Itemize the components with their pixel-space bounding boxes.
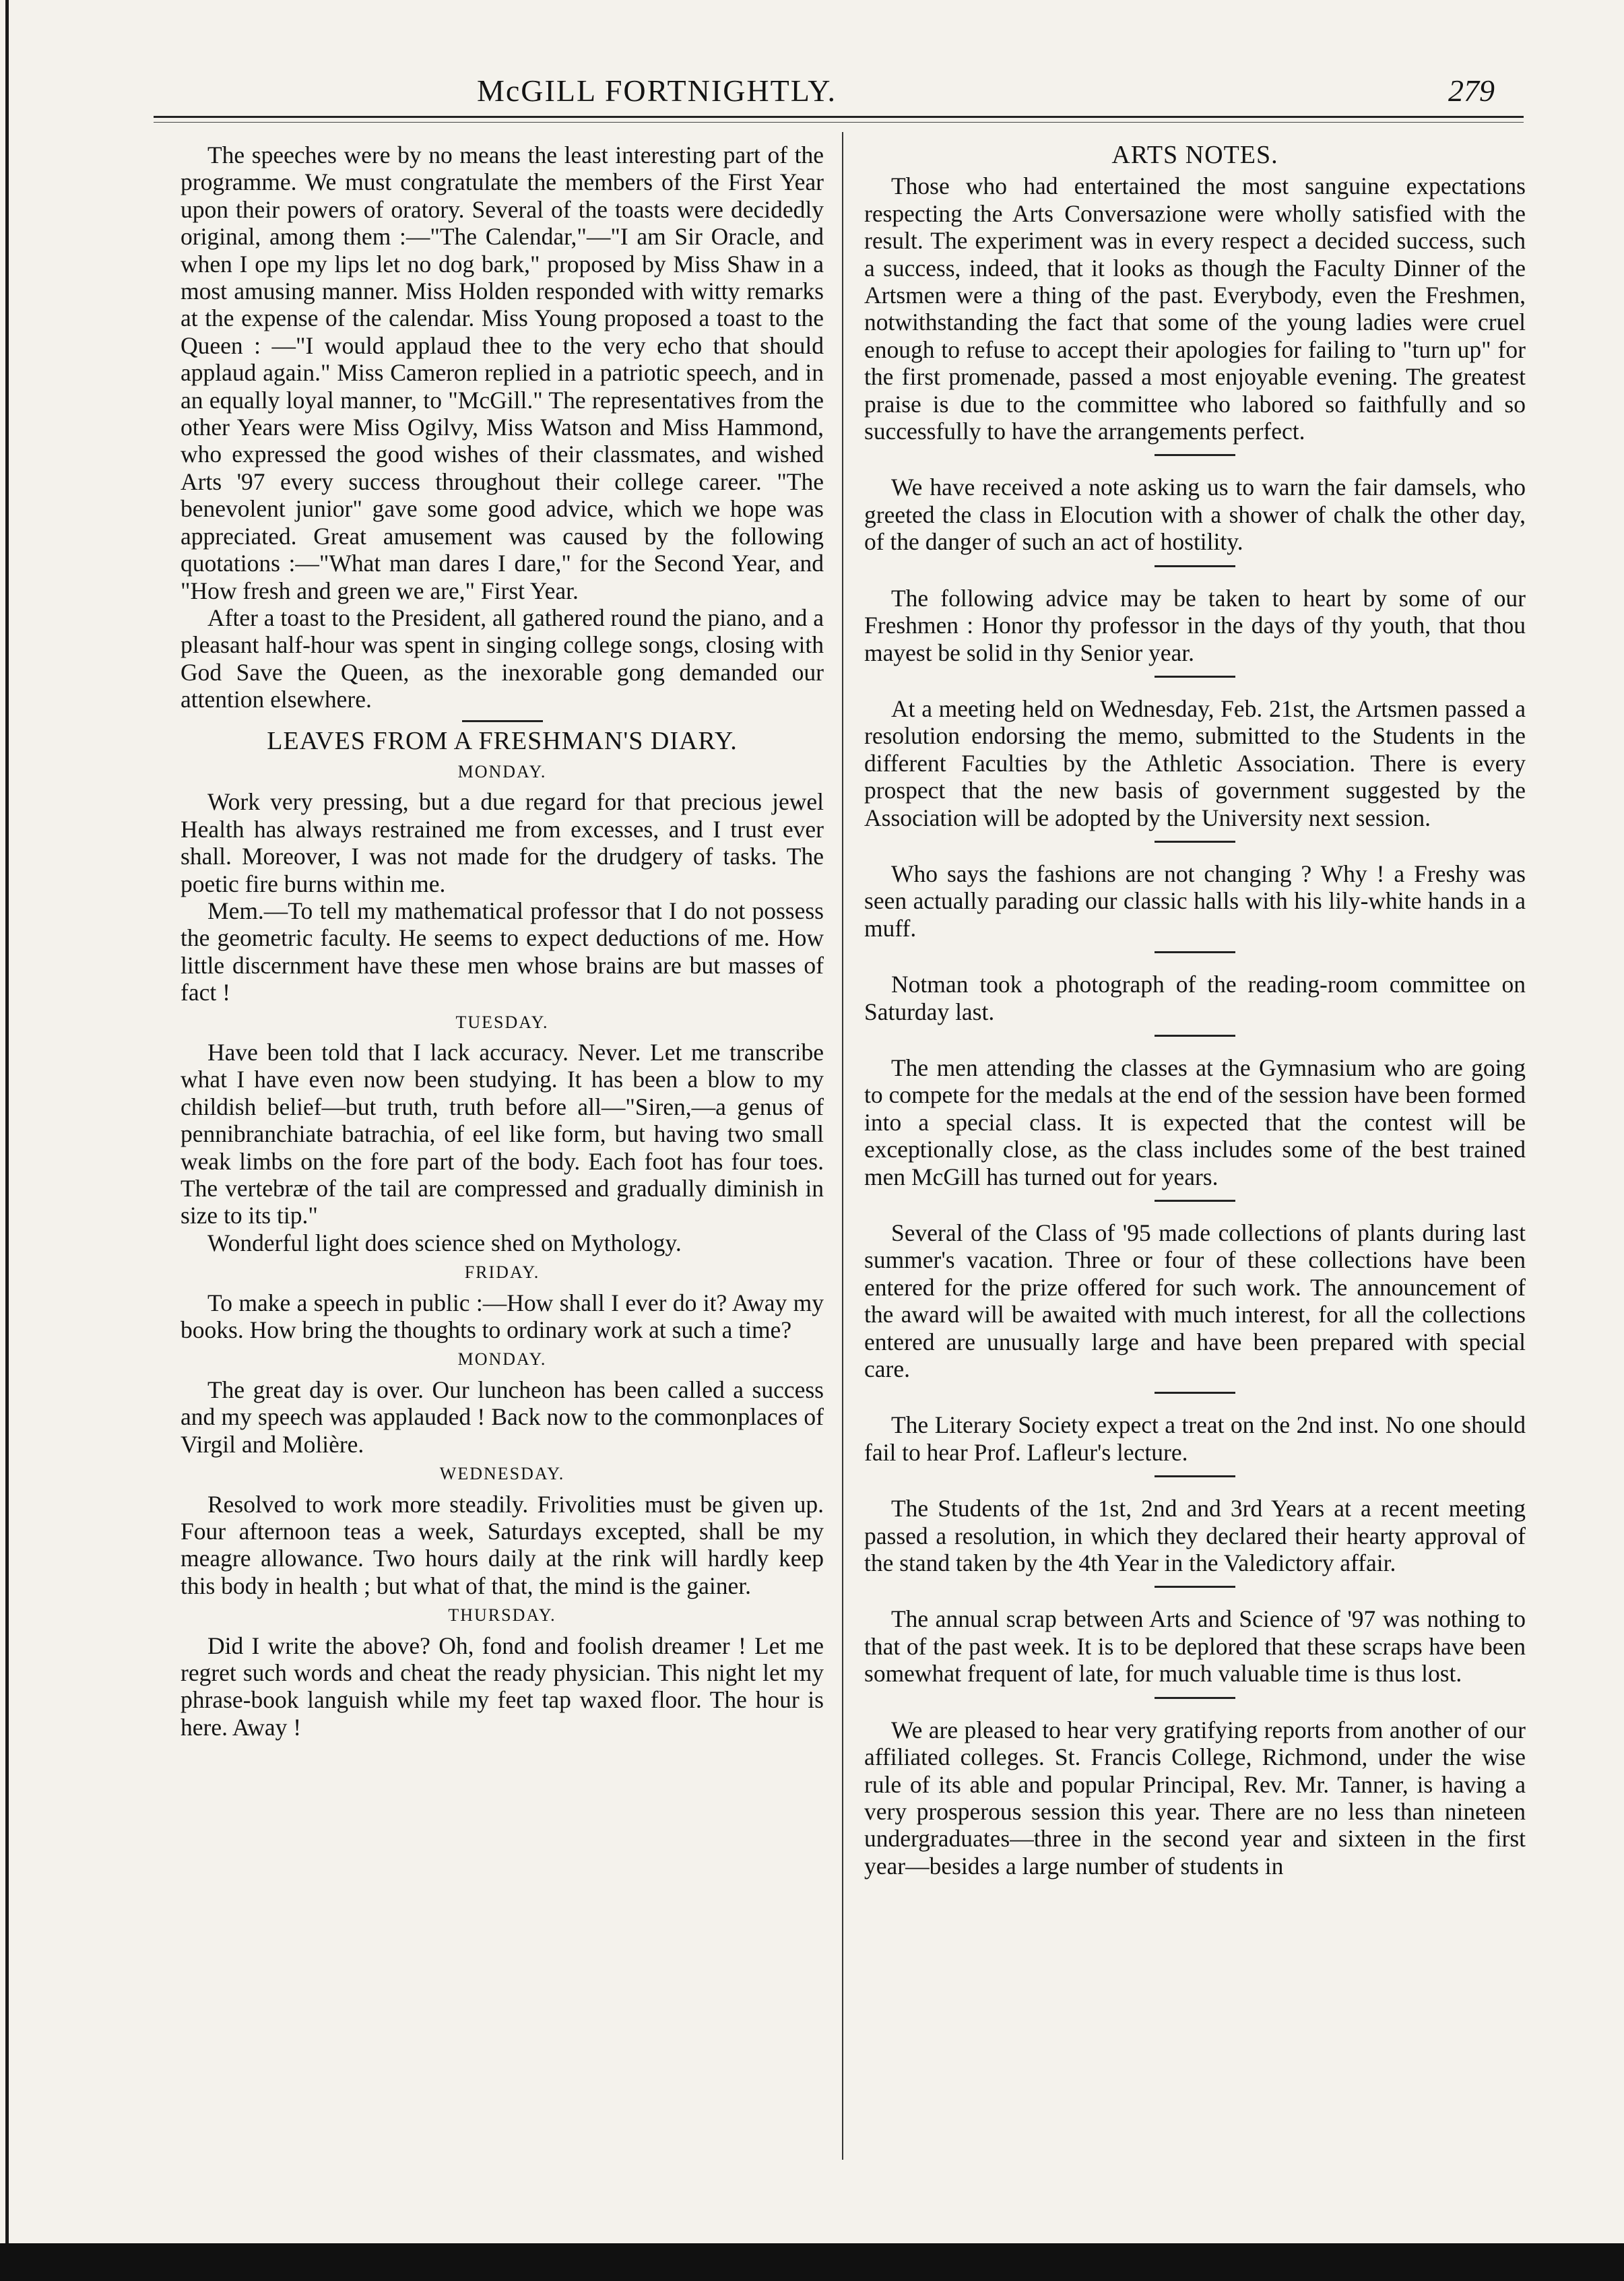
header-rule-thin: [154, 122, 1524, 123]
diary-paragraph: To make a speech in public :—How shall I ever do it? Away my books. How bring the thoughts to ordinary work at such a time?: [181, 1289, 824, 1344]
note-separator: [1155, 1035, 1235, 1037]
diary-paragraph: Did I write the above? Oh, fond and foolish dreamer ! Let me regret such words and cheat the ready physician. This night let my phrase-book languish while my feet tap waxed floor. The hour is here. Away !: [181, 1632, 824, 1741]
diary-paragraph: Wonderful light does science shed on Mythology.: [207, 1229, 682, 1256]
diary-day-heading: FRIDAY.: [464, 1262, 540, 1283]
note-separator: [1155, 565, 1235, 567]
header-rule: [154, 116, 1524, 118]
arts-note: Several of the Class of '95 made collections of plants during last summer's vacation. Three or four of these collections have been entered for the prize offered for such work. The announcement of the award will be awaited with much interest, for all the collections entered are unusually large and have been prepared with special care.: [864, 1219, 1526, 1383]
arts-note: At a meeting held on Wednesday, Feb. 21st, the Artsmen passed a resolution endorsing the memo, submitted to the Students in the different Faculties by the Athletic Association. There is every prospect that the new basis of government suggested by the Association will be adopted by the University next session.: [864, 695, 1526, 831]
page-bottom-edge: [0, 2243, 1624, 2281]
diary-title: LEAVES FROM A FRESHMAN'S DIARY.: [267, 726, 738, 755]
diary-paragraph: Resolved to work more steadily. Frivolities must be given up. Four afternoon teas a week, Saturdays excepted, shall be my meagre allowance. Two hours daily at the rink will hardly keep this body in health ; but what of that, the mind is the gainer.: [181, 1490, 824, 1599]
note-separator: [1155, 1586, 1235, 1588]
arts-note: Notman took a photograph of the reading-room committee on Saturday last.: [864, 971, 1526, 1025]
note-separator: [1155, 1392, 1235, 1394]
note-separator: [1155, 454, 1235, 456]
arts-note: Who says the fashions are not changing ? Why ! a Freshy was seen actually parading our classic halls with his lily-white hands in a muff.: [864, 860, 1526, 942]
diary-day-heading: MONDAY.: [457, 1349, 547, 1370]
arts-note: The Literary Society expect a treat on the 2nd inst. No one should fail to hear Prof. Lafleur's lecture.: [864, 1411, 1526, 1466]
intro-paragraph: The speeches were by no means the least interesting part of the programme. We must congratulate the members of the First Year upon their powers of oratory. Several of the toasts were decidedly original, among them :—"The Calendar,"—"I am Sir Oracle, and when I ope my lips let no dog bark," proposed by Miss Shaw in a most amusing manner. Miss Holden responded with witty remarks at the expense of the calendar. Miss Young proposed a toast to the Queen : —"I would applaud thee to the very echo that should applaud again." Miss Cameron replied in a patriotic speech, and in an equally loyal manner, to "McGill." The representatives from the other Years were Miss Ogilvy, Miss Watson and Miss Hammond, who expressed the good wishes of their classmates, and wished Arts '97 every success throughout their college career. "The benevolent junior" gave some good advice, which we hope was appreciated. Great amusement was caused by the following quotations :—"What man dares I dare," for the Second Year, and "How fresh and green we are," First Year.: [181, 141, 824, 604]
page-number: 279: [1448, 73, 1495, 108]
diary-day-heading: WEDNESDAY.: [439, 1464, 565, 1484]
arts-note: The Students of the 1st, 2nd and 3rd Years at a recent meeting passed a resolution, in which they declared their hearty approval of the stand taken by the 4th Year in the Valedictory affair.: [864, 1495, 1526, 1577]
note-separator: [1155, 841, 1235, 843]
note-separator: [1155, 1200, 1235, 1202]
arts-note: The men attending the classes at the Gymnasium who are going to compete for the medals at the end of the session have been formed into a special class. It is expected that the contest will be exceptionally close, as the class includes some of the best trained men McGill has turned out for years.: [864, 1054, 1526, 1190]
diary-paragraph: Mem.—To tell my mathematical professor that I do not possess the geometric faculty. He seems to expect deductions of me. How little discernment have these men whose brains are but masses of fact !: [181, 897, 824, 1006]
page-edge-shadow: [5, 0, 9, 2281]
note-separator: [1155, 676, 1235, 678]
note-separator: [1155, 1697, 1235, 1699]
arts-note: We are pleased to hear very gratifying reports from another of our affiliated colleges. St. Francis College, Richmond, under the wise rule of its able and popular Principal, Rev. Mr. Tanner, is having a very prosperous session this year. There are no less than nineteen undergraduates—three in the second year and sixteen in the first year—besides a large number of students in: [864, 1716, 1526, 1880]
arts-notes-title: ARTS NOTES.: [1111, 141, 1278, 169]
masthead-title: McGILL FORTNIGHTLY.: [476, 73, 837, 108]
note-separator: [1155, 951, 1235, 953]
note-separator: [1155, 1475, 1235, 1477]
diary-paragraph: Have been told that I lack accuracy. Never. Let me transcribe what I have even now been studying. It has been a blow to my childish belief—but truth, truth before all—"Siren,—a genus of pennibranchiate batrachia, of eel like form, but having two small weak limbs on the fore part of the body. Each foot has four toes. The vertebræ of the tail are compressed and gradually diminish in size to its tip.": [181, 1039, 824, 1229]
arts-note: We have received a note asking us to warn the fair damsels, who greeted the class in Elocution with a shower of chalk the other day, of the danger of such an act of hostility.: [864, 474, 1526, 556]
section-separator: [462, 720, 543, 722]
diary-day-heading: MONDAY.: [457, 761, 547, 781]
diary-day-heading: THURSDAY.: [448, 1605, 556, 1626]
arts-note: The following advice may be taken to heart by some of our Freshmen : Honor thy professor in the days of thy youth, that thou mayest be solid in thy Senior year.: [864, 584, 1526, 666]
intro-paragraph: After a toast to the President, all gathered round the piano, and a pleasant half-hour was spent in singing college songs, closing with God Save the Queen, as the inexorable gong demanded our attention elsewhere.: [181, 604, 824, 713]
diary-paragraph: Work very pressing, but a due regard for that precious jewel Health has always restrained me from excesses, and I trust ever shall. Moreover, I was not made for the drudgery of tasks. The poetic fire burns within me.: [181, 788, 824, 897]
diary-day-heading: TUESDAY.: [455, 1012, 549, 1032]
arts-note: The annual scrap between Arts and Science of '97 was nothing to that of the past week. It is to be deplored that these scraps have been somewhat frequent of late, for much valuable time is thus lost.: [864, 1605, 1526, 1688]
right-column: [864, 141, 1526, 1880]
column-divider: [842, 132, 843, 2160]
left-column: [181, 141, 824, 1741]
diary-paragraph: The great day is over. Our luncheon has been called a success and my speech was applauded ! Back now to the commonplaces of Virgil and Molière.: [181, 1376, 824, 1458]
arts-note: Those who had entertained the most sanguine expectations respecting the Arts Conversazione were wholly satisfied with the result. The experiment was in every respect a decided success, such a success, indeed, that it looks as though the Faculty Dinner of the Artsmen were a thing of the past. Everybody, even the Freshmen, notwithstanding the fact that some of the young ladies were cruel enough to refuse to accept their apologies for failing to "turn up" for the first promenade, passed a most enjoyable evening. The greatest praise is due to the committee who labored so faithfully and so successfully to have the arrangements perfect.: [864, 172, 1526, 445]
